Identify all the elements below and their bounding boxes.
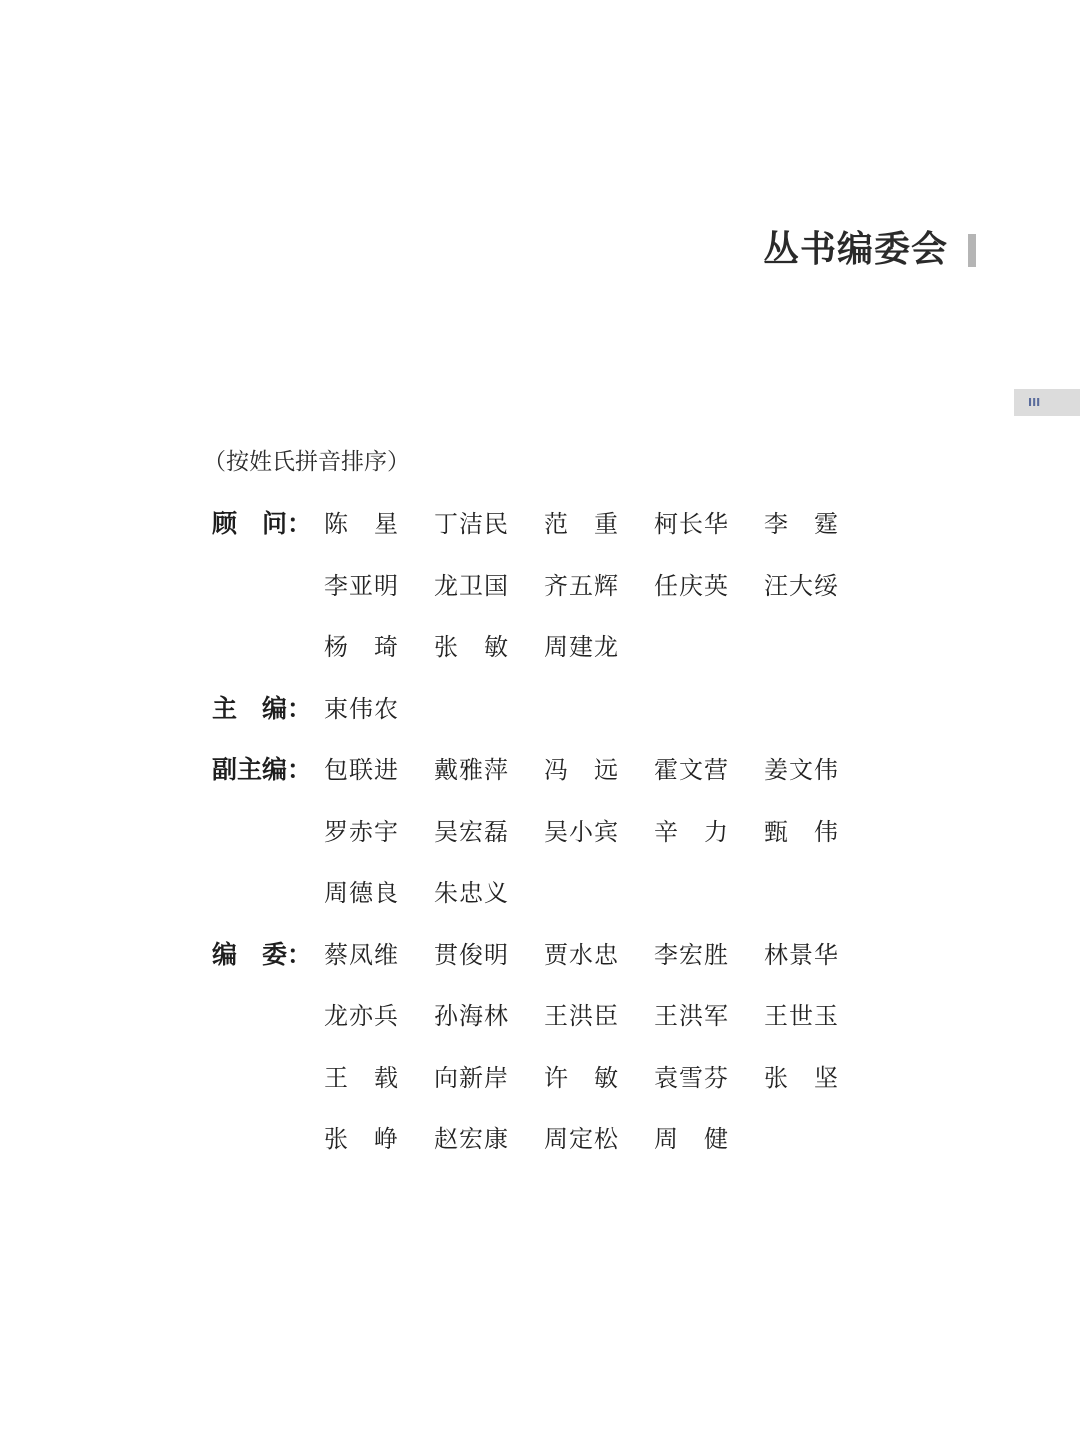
member-name: 吴宏磊 xyxy=(434,817,509,846)
name-grid xyxy=(324,931,872,1177)
member-name: 任庆英 xyxy=(654,571,729,600)
member-name: 甄 伟 xyxy=(764,817,839,846)
member-name: 张 坚 xyxy=(764,1063,839,1092)
member-name: 张 峥 xyxy=(324,1125,399,1153)
member-name: 周 健 xyxy=(654,1125,729,1153)
member-name: 袁雪芬 xyxy=(654,1063,729,1092)
name-grid xyxy=(324,685,872,747)
member-name: 辛 力 xyxy=(654,817,729,846)
member-name: 柯长华 xyxy=(654,510,729,538)
role-label: 顾 问： xyxy=(212,509,313,538)
member-name: 罗赤宇 xyxy=(324,817,399,846)
member-name: 姜文伟 xyxy=(764,756,839,784)
section-chief-editor xyxy=(212,685,872,747)
title-accent-bar xyxy=(968,234,976,267)
member-name: 孙海林 xyxy=(434,1002,509,1030)
member-name: 吴小宾 xyxy=(544,817,619,846)
member-name: 李宏胜 xyxy=(654,940,729,969)
member-name: 向新岸 xyxy=(434,1063,509,1092)
section-deputy-editors xyxy=(212,746,872,931)
member-name: 冯 远 xyxy=(544,756,619,784)
page-number-tab xyxy=(1014,389,1080,416)
committee-list xyxy=(212,500,872,1177)
member-name: 丁洁民 xyxy=(434,510,509,538)
member-name: 齐五辉 xyxy=(544,571,619,600)
member-name: 赵宏康 xyxy=(434,1125,509,1153)
role-label: 主 编： xyxy=(212,693,313,723)
member-name: 霍文营 xyxy=(654,756,729,784)
page-title: 丛书编委会 xyxy=(762,229,948,270)
member-name: 陈 星 xyxy=(324,510,399,538)
member-name: 周德良 xyxy=(324,879,399,907)
member-name: 周定松 xyxy=(544,1125,619,1153)
member-name: 许 敏 xyxy=(544,1063,619,1092)
member-name: 李亚明 xyxy=(324,571,399,600)
role-label: 副主编： xyxy=(212,755,313,784)
page-number: III xyxy=(1028,396,1041,409)
member-name: 李 霆 xyxy=(764,510,839,538)
member-name: 林景华 xyxy=(764,940,839,969)
member-name: 周建龙 xyxy=(544,633,619,661)
member-name: 蔡凤维 xyxy=(324,940,399,969)
member-name: 龙亦兵 xyxy=(324,1002,399,1030)
section-editorial-board xyxy=(212,931,872,1177)
member-name: 汪大绥 xyxy=(764,571,839,600)
member-name: 张 敏 xyxy=(434,633,509,661)
member-name: 王 载 xyxy=(324,1063,399,1092)
member-name: 龙卫国 xyxy=(434,571,509,600)
member-name: 杨 琦 xyxy=(324,633,399,661)
name-grid xyxy=(324,500,872,685)
role-label: 编 委： xyxy=(212,939,313,969)
member-name: 束伟农 xyxy=(324,694,399,723)
member-name: 朱忠义 xyxy=(434,879,509,907)
member-name: 王洪军 xyxy=(654,1002,729,1030)
member-name: 贯俊明 xyxy=(434,940,509,969)
section-advisors xyxy=(212,500,872,685)
name-grid xyxy=(324,746,872,931)
member-name: 王洪臣 xyxy=(544,1002,619,1030)
member-name: 范 重 xyxy=(544,510,619,538)
member-name: 贾水忠 xyxy=(544,940,619,969)
sort-note: （按姓氏拼音排序） xyxy=(203,449,410,475)
member-name: 包联进 xyxy=(324,756,399,784)
member-name: 王世玉 xyxy=(764,1002,839,1030)
member-name: 戴雅萍 xyxy=(434,756,509,784)
